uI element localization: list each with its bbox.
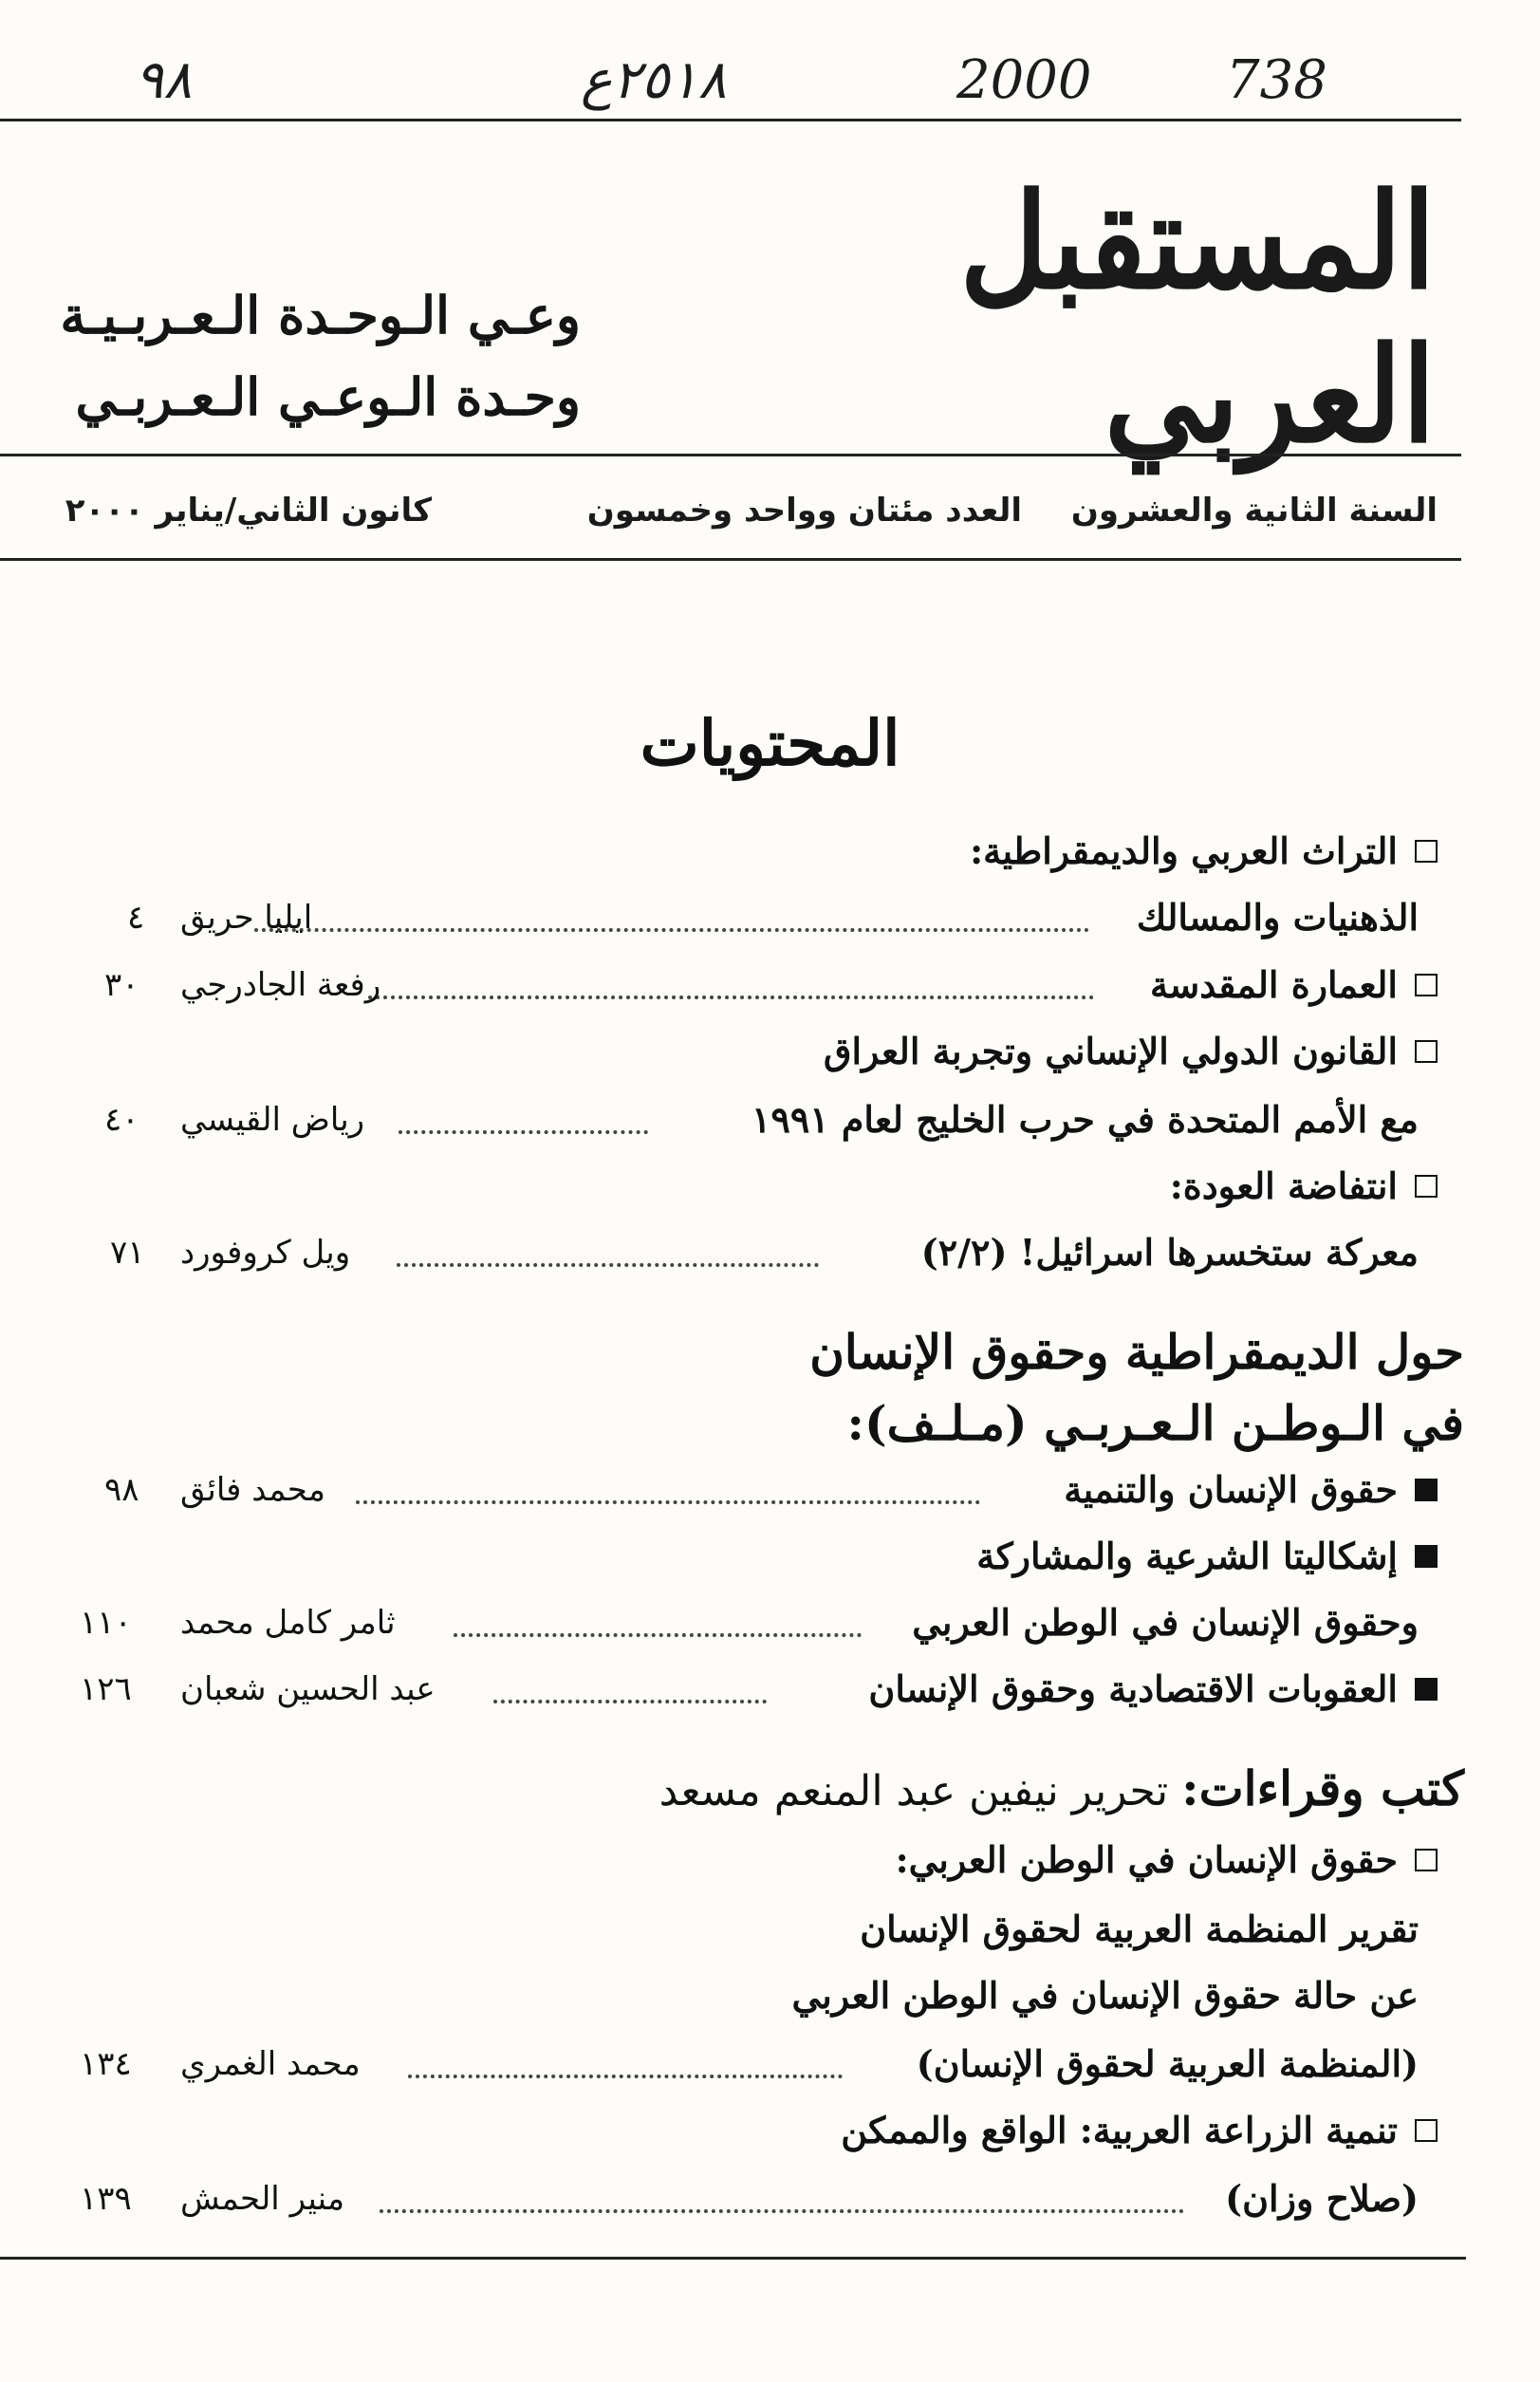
entry-page: ٩٨ — [104, 1471, 139, 1509]
entry-author: محمد الغمري — [180, 2045, 361, 2083]
entry-title: (المنظمة العربية لحقوق الإنسان) — [916, 2042, 1419, 2085]
entry-author: عبد الحسين شعبان — [180, 1670, 436, 1708]
entry-author: ايليا حريق — [180, 899, 313, 937]
open-square-bullet-icon — [1415, 1849, 1438, 1871]
slogan-line-1: وعـي الـوحـدة الـعـربـيـة — [60, 285, 581, 345]
books-heading-editor: تحرير نيفين عبد المنعم مسعد — [659, 1767, 1169, 1815]
entry-title: معركة ستخسرها اسرائيل! (٢/٢) — [920, 1231, 1419, 1274]
entry-title: حقوق الإنسان في الوطن العربي: — [895, 1838, 1398, 1881]
entry-page: ١٣٤ — [80, 2045, 132, 2083]
dossier-heading-line-1: حول الديمقراطية وحقوق الإنسان — [809, 1324, 1464, 1380]
toc-entry — [0, 1018, 1540, 1085]
toc-entry — [0, 818, 1540, 884]
entry-page: ٤ — [127, 899, 145, 937]
entry-title: حقوق الإنسان والتنمية — [1064, 1468, 1398, 1511]
dot-leader — [356, 1500, 980, 1504]
toc-entry — [0, 1153, 1540, 1219]
toc-entry — [0, 1896, 1540, 1963]
dot-leader — [454, 1633, 862, 1637]
books-section-heading — [659, 1751, 1464, 1830]
toc-entry — [0, 1087, 1540, 1153]
entry-author: ويل كروفورد — [180, 1234, 351, 1272]
slogan-line-2: وحـدة الـوعـي الـعـربـي — [75, 366, 581, 427]
entry-page: ٤٠ — [104, 1101, 139, 1139]
toc-entry — [0, 1219, 1540, 1286]
filled-square-bullet-icon — [1415, 1678, 1438, 1701]
entry-author: منير الحمش — [180, 2180, 345, 2218]
dot-leader — [254, 928, 1089, 932]
entry-title: العمارة المقدسة — [1150, 963, 1398, 1006]
entry-title: القانون الدولي الإنساني وتجربة العراق — [823, 1030, 1398, 1072]
masthead-rule — [0, 454, 1461, 456]
entry-title: تقرير المنظمة العربية لحقوق الإنسان — [860, 1907, 1419, 1950]
handwritten-note: ٩٨ — [135, 49, 193, 111]
toc-entry — [0, 1656, 1540, 1722]
entry-title: انتفاضة العودة: — [1169, 1164, 1398, 1207]
toc-entry — [0, 2031, 1540, 2097]
entry-title: التراث العربي والديمقراطية: — [970, 829, 1398, 872]
issue-number: العدد مئتان وواحد وخمسون — [586, 492, 1022, 530]
entry-title: وحقوق الإنسان في الوطن العربي — [912, 1601, 1419, 1644]
dot-leader — [408, 2075, 843, 2078]
handwritten-note: 2000 — [956, 49, 1092, 111]
dot-leader — [399, 1130, 648, 1134]
entry-author: رفعة الجادرجي — [180, 966, 381, 1004]
dossier-heading-line-2: في الـوطـن الـعـربـي (مـلـف): — [846, 1395, 1464, 1451]
toc-entry — [0, 1590, 1540, 1656]
dot-leader — [397, 1263, 819, 1267]
magazine-logo: المستقبل العربي — [959, 165, 1436, 473]
entry-title: الذهنيات والمسالك — [1136, 896, 1419, 939]
toc-entry — [0, 1523, 1540, 1590]
dot-leader — [368, 996, 1094, 999]
dot-leader — [493, 1700, 767, 1703]
entry-author: ثامر كامل محمد — [180, 1604, 396, 1642]
entry-title: (صلاح وزان) — [1225, 2177, 1419, 2220]
open-square-bullet-icon — [1415, 1040, 1438, 1063]
toc-entry — [0, 884, 1540, 951]
entry-author: محمد فائق — [180, 1471, 325, 1509]
issue-year: السنة الثانية والعشرون — [1070, 492, 1438, 530]
contents-title: المحتويات — [640, 706, 900, 780]
entry-page: ١٢٦ — [80, 1670, 132, 1708]
entry-title: مع الأمم المتحدة في حرب الخليج لعام ١٩٩١ — [751, 1098, 1419, 1141]
entry-page: ١١٠ — [80, 1604, 132, 1642]
open-square-bullet-icon — [1415, 2119, 1438, 2142]
handwritten-note: ٢٥١٨ع — [581, 49, 727, 111]
dot-leader — [380, 2209, 1184, 2213]
toc-entry — [0, 1827, 1540, 1893]
open-square-bullet-icon — [1415, 840, 1438, 863]
entry-title: عن حالة حقوق الإنسان في الوطن العربي — [791, 1974, 1419, 2017]
top-rule — [0, 119, 1461, 121]
entry-title: العقوبات الاقتصادية وحقوق الإنسان — [868, 1667, 1398, 1710]
filled-square-bullet-icon — [1415, 1479, 1438, 1501]
toc-entry — [0, 952, 1540, 1018]
info-rule — [0, 558, 1461, 561]
bottom-rule — [0, 2257, 1466, 2260]
toc-entry — [0, 2166, 1540, 2232]
open-square-bullet-icon — [1415, 974, 1438, 996]
entry-title: تنمية الزراعة العربية: الواقع والممكن — [841, 2109, 1398, 2151]
entry-page: ٣٠ — [104, 966, 139, 1004]
toc-entry — [0, 1457, 1540, 1523]
entry-title: إشكاليتا الشرعية والمشاركة — [976, 1535, 1398, 1577]
toc-entry — [0, 1963, 1540, 2029]
entry-page: ٧١ — [110, 1234, 145, 1272]
filled-square-bullet-icon — [1415, 1545, 1438, 1568]
open-square-bullet-icon — [1415, 1175, 1438, 1198]
books-heading-lead: كتب وقراءات: — [1181, 1760, 1464, 1816]
issue-date: كانون الثاني/يناير ٢٠٠٠ — [65, 492, 432, 530]
entry-author: رياض القيسي — [180, 1101, 365, 1139]
handwritten-note: 738 — [1226, 49, 1327, 111]
entry-page: ١٣٩ — [80, 2180, 132, 2218]
toc-entry — [0, 2097, 1540, 2164]
